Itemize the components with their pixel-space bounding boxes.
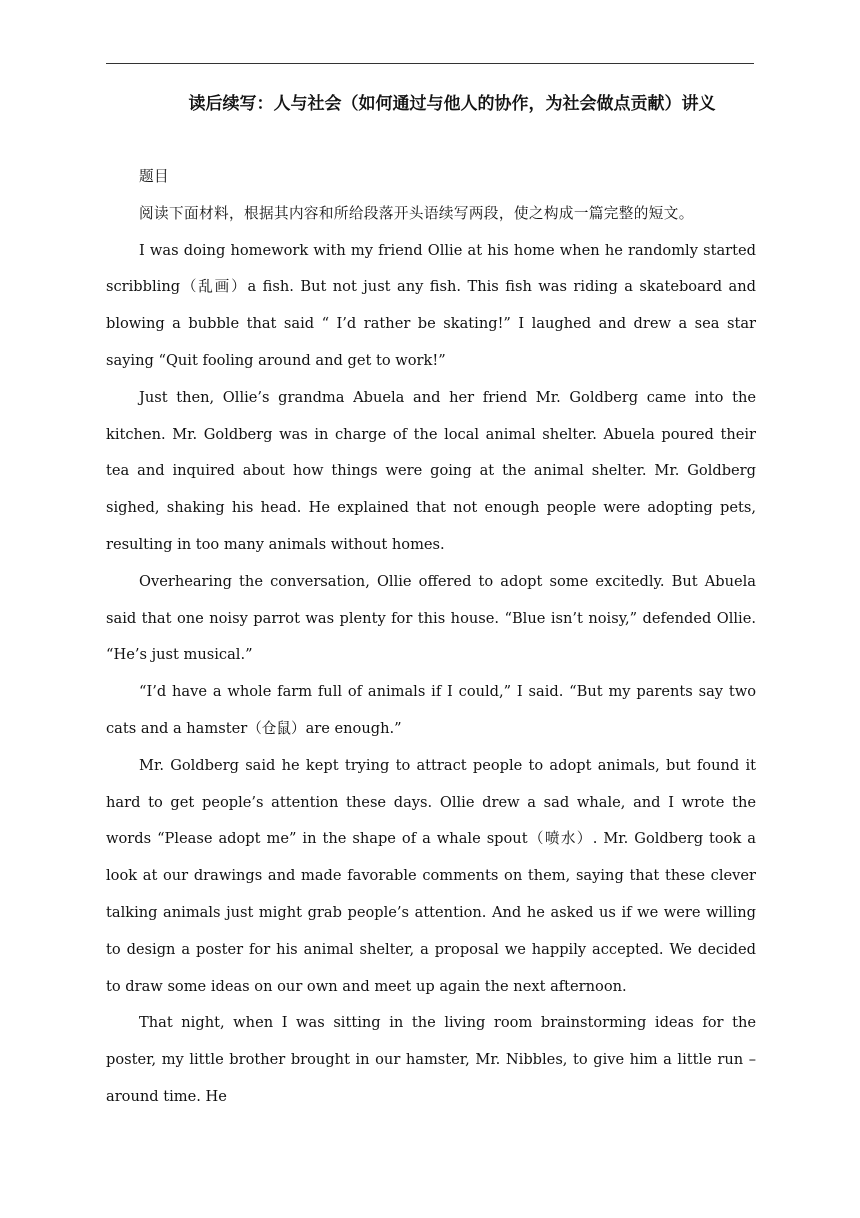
header-divider (106, 63, 754, 64)
story-paragraph: That night, when I was sitting in the living room brainstorming ideas for the poster, my little brother brought in our hamster, Mr. Nibbles, to give him a little run – around time. He (106, 1014, 756, 1105)
story-paragraph: Overhearing the conversation, Ollie offered to adopt some excitedly. But Abuela said that one noisy parrot was plenty for this house. “Blue isn’t noisy,” defended Ollie. “He’s just musical.” (106, 572, 756, 664)
instruction-text: 阅读下面材料，根据其内容和所给段落开头语续写两段，使之构成一篇完整的短文。 (139, 204, 694, 222)
document-title: 读后续写：人与社会（如何通过与他人的协作，为社会做点贡献）讲义 (188, 94, 716, 114)
document-body (106, 159, 756, 1116)
story-paragraph: I was doing homework with my friend Ollie at his home when he randomly started scribbling（乱画）a fish. But not just any fish. This fish was riding a skateboard and blowing a bubble that said “ I’d rather be skating!” I laughed and drew a sea star saying “Quit fooling around and get to work!” (106, 241, 756, 369)
section-label: 题目 (139, 168, 169, 185)
story-paragraph: Mr. Goldberg said he kept trying to attract people to adopt animals, but found it hard to get people’s attention these days. Ollie drew a sad whale, and I wrote the words “Please adopt me” in the shape of a whale spout（喷水）. Mr. Goldberg took a look at our drawings and made favorable comments on them, saying that these clever talking animals just might grab people’s attention. And he asked us if we were willing to design a poster for his animal shelter, a proposal we happily accepted. We decided to draw some ideas on our own and meet up again the next afternoon. (106, 756, 756, 995)
story-paragraph: Just then, Ollie’s grandma Abuela and her friend Mr. Goldberg came into the kitchen. Mr. Goldberg was in charge of the local animal shelter. Abuela poured their tea and inquired about how things were going at the animal shelter. Mr. Goldberg sighed, shaking his head. He explained that not enough people were adopting pets, resulting in too many animals without homes. (106, 388, 756, 553)
story-paragraph: “I’d have a whole farm full of animals if I could,” I said. “But my parents say two cats and a hamster（仓鼠）are enough.” (106, 683, 756, 737)
